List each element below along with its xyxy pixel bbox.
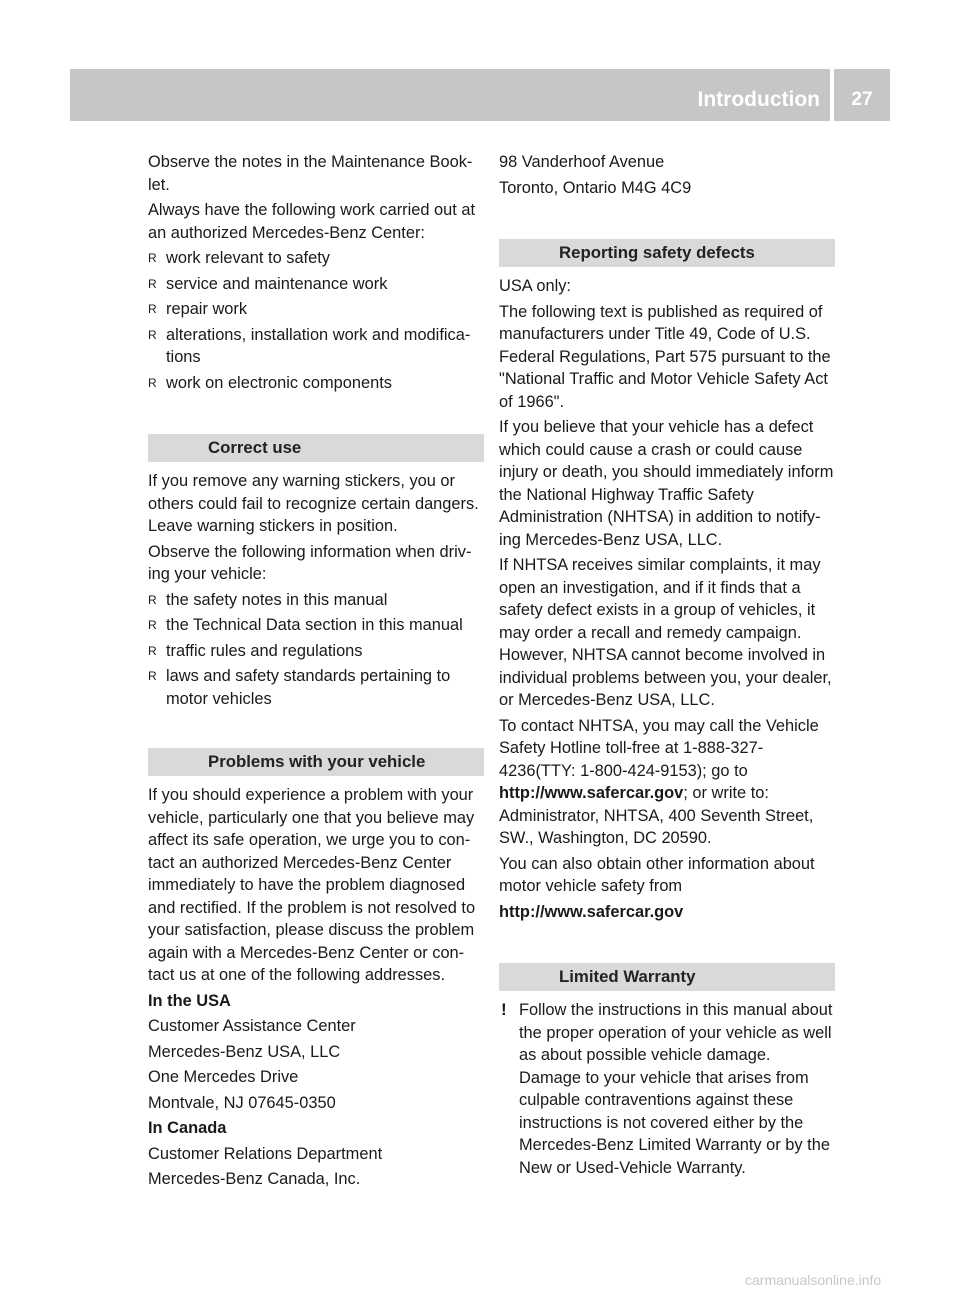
address-line: Customer Relations Department bbox=[148, 1144, 383, 1163]
address-line: One Mercedes Drive bbox=[148, 1068, 299, 1086]
contact-text: To contact NHTSA, you may call the Vehicle Safety Hotline toll-free at 1-888-327-4236(TTY: 1-800-424-9153); go to http://www.safercar.gov; or write to: Administrator, NHTSA, 400 Seventh Street, SW., Washington, DC 20590. bbox=[499, 716, 819, 847]
list-item: R work on electronic components bbox=[148, 372, 484, 395]
right-column bbox=[499, 151, 835, 1182]
bullet-icon: R bbox=[148, 643, 157, 658]
address-line: Mercedes-Benz Canada, Inc. bbox=[148, 1170, 361, 1188]
problems-text: If you should experience a problem with your vehicle, particularly one that you believe may affect its safe operation, we urge you to con-tact an authorized Mercedes-Benz Center immediately to have the problem diagnosed and rectified. If the problem is not resolved to your satisfaction, please discuss the problem again with a Mercedes-Benz Center or con-tact us at one of the following addresses. bbox=[148, 786, 476, 984]
address-line: Toronto, Ontario M4G 4C9 bbox=[499, 178, 692, 197]
list-item: R the safety notes in this manual bbox=[148, 589, 484, 612]
address-line: Montvale, NJ 07645-0350 bbox=[148, 1093, 336, 1112]
list-item: R traffic rules and regulations bbox=[148, 640, 484, 663]
bullet-icon: R bbox=[148, 276, 157, 291]
bullet-icon: R bbox=[148, 618, 157, 632]
bullet-icon: R bbox=[148, 375, 157, 390]
section-header-correct-use: Correct use bbox=[148, 434, 484, 462]
maintenance-note: Observe the notes in the Maintenance Book-let. bbox=[148, 153, 473, 194]
list-item: R the Technical Data section in this manual bbox=[148, 614, 484, 637]
warranty-warning: ! Follow the instructions in this manual about the proper operation of your vehicle as well as about possible vehicle damage. Damage to your vehicle that arises from culpable contraventions against these instructions is not covered either by the Mercedes-Benz Limited Warranty or by the New or Used-Vehicle Warranty. bbox=[501, 1000, 833, 1177]
bullet-icon: R bbox=[148, 327, 157, 342]
list-item: R repair work bbox=[148, 298, 484, 321]
list-item: R work relevant to safety bbox=[148, 247, 484, 270]
page-number: 27 bbox=[851, 89, 873, 110]
section-header-problems: Problems with your vehicle bbox=[148, 748, 484, 776]
work-list bbox=[148, 247, 484, 394]
safercar-link[interactable]: http://www.safercar.gov bbox=[499, 902, 684, 921]
address-line: 98 Vanderhoof Avenue bbox=[499, 153, 665, 171]
authorized-center-note: Always have the following work carried out at an authorized Mercedes-Benz Center: bbox=[148, 201, 476, 242]
warning-stickers-text: If you remove any warning stickers, you or others could fail to recognize certain dangers. Leave warning stickers in position. bbox=[148, 472, 479, 535]
address-line: Mercedes-Benz USA, LLC bbox=[148, 1042, 341, 1061]
usa-label: In the USA bbox=[148, 991, 231, 1010]
list-item: R laws and safety standards pertaining to motor vehicles bbox=[148, 667, 451, 708]
section-header-reporting: Reporting safety defects bbox=[499, 239, 835, 267]
left-column bbox=[148, 151, 484, 1194]
bullet-icon: R bbox=[148, 251, 157, 265]
list-item: R service and maintenance work bbox=[148, 273, 484, 296]
exclamation-icon: ! bbox=[501, 1000, 507, 1019]
safercar-link[interactable]: http://www.safercar.gov bbox=[499, 784, 684, 802]
reporting-text: You can also obtain other information about motor vehicle safety from bbox=[499, 854, 815, 895]
chapter-title: Introduction bbox=[697, 88, 820, 111]
canada-label: In Canada bbox=[148, 1119, 227, 1137]
watermark: carmanualsonline.info bbox=[745, 1272, 882, 1288]
bullet-icon: R bbox=[148, 592, 157, 607]
section-header-warranty: Limited Warranty bbox=[499, 963, 835, 991]
bullet-icon: R bbox=[148, 302, 157, 316]
reporting-text: The following text is published as required of manufacturers under Title 49, Code of U.S. Federal Regulations, Part 575 pursuant to the "National Traffic and Motor Vehicle Safety Act of 1966". bbox=[499, 302, 831, 411]
page-header bbox=[70, 69, 890, 121]
list-item: R alterations, installation work and modifica-tions bbox=[148, 325, 471, 366]
usa-only-label: USA only: bbox=[499, 277, 571, 295]
driving-info-list bbox=[148, 589, 484, 711]
driving-info-text: Observe the following information when driv-ing your vehicle: bbox=[148, 542, 472, 583]
bullet-icon: R bbox=[148, 669, 157, 683]
reporting-text: If you believe that your vehicle has a defect which could cause a crash or could cause injury or death, you should immediately inform the National Highway Traffic Safety Administration (NHTSA) in addition to notify-ing Mercedes-Benz USA, LLC. bbox=[499, 418, 834, 549]
address-line: Customer Assistance Center bbox=[148, 1017, 356, 1035]
reporting-text: If NHTSA receives similar complaints, it may open an investigation, and if it finds that a safety defect exists in a group of vehicles, it may order a recall and remedy campaign. However, NHTSA cannot become involved in individual problems between you, your dealer, or Mercedes-Benz USA, LLC. bbox=[499, 556, 832, 709]
